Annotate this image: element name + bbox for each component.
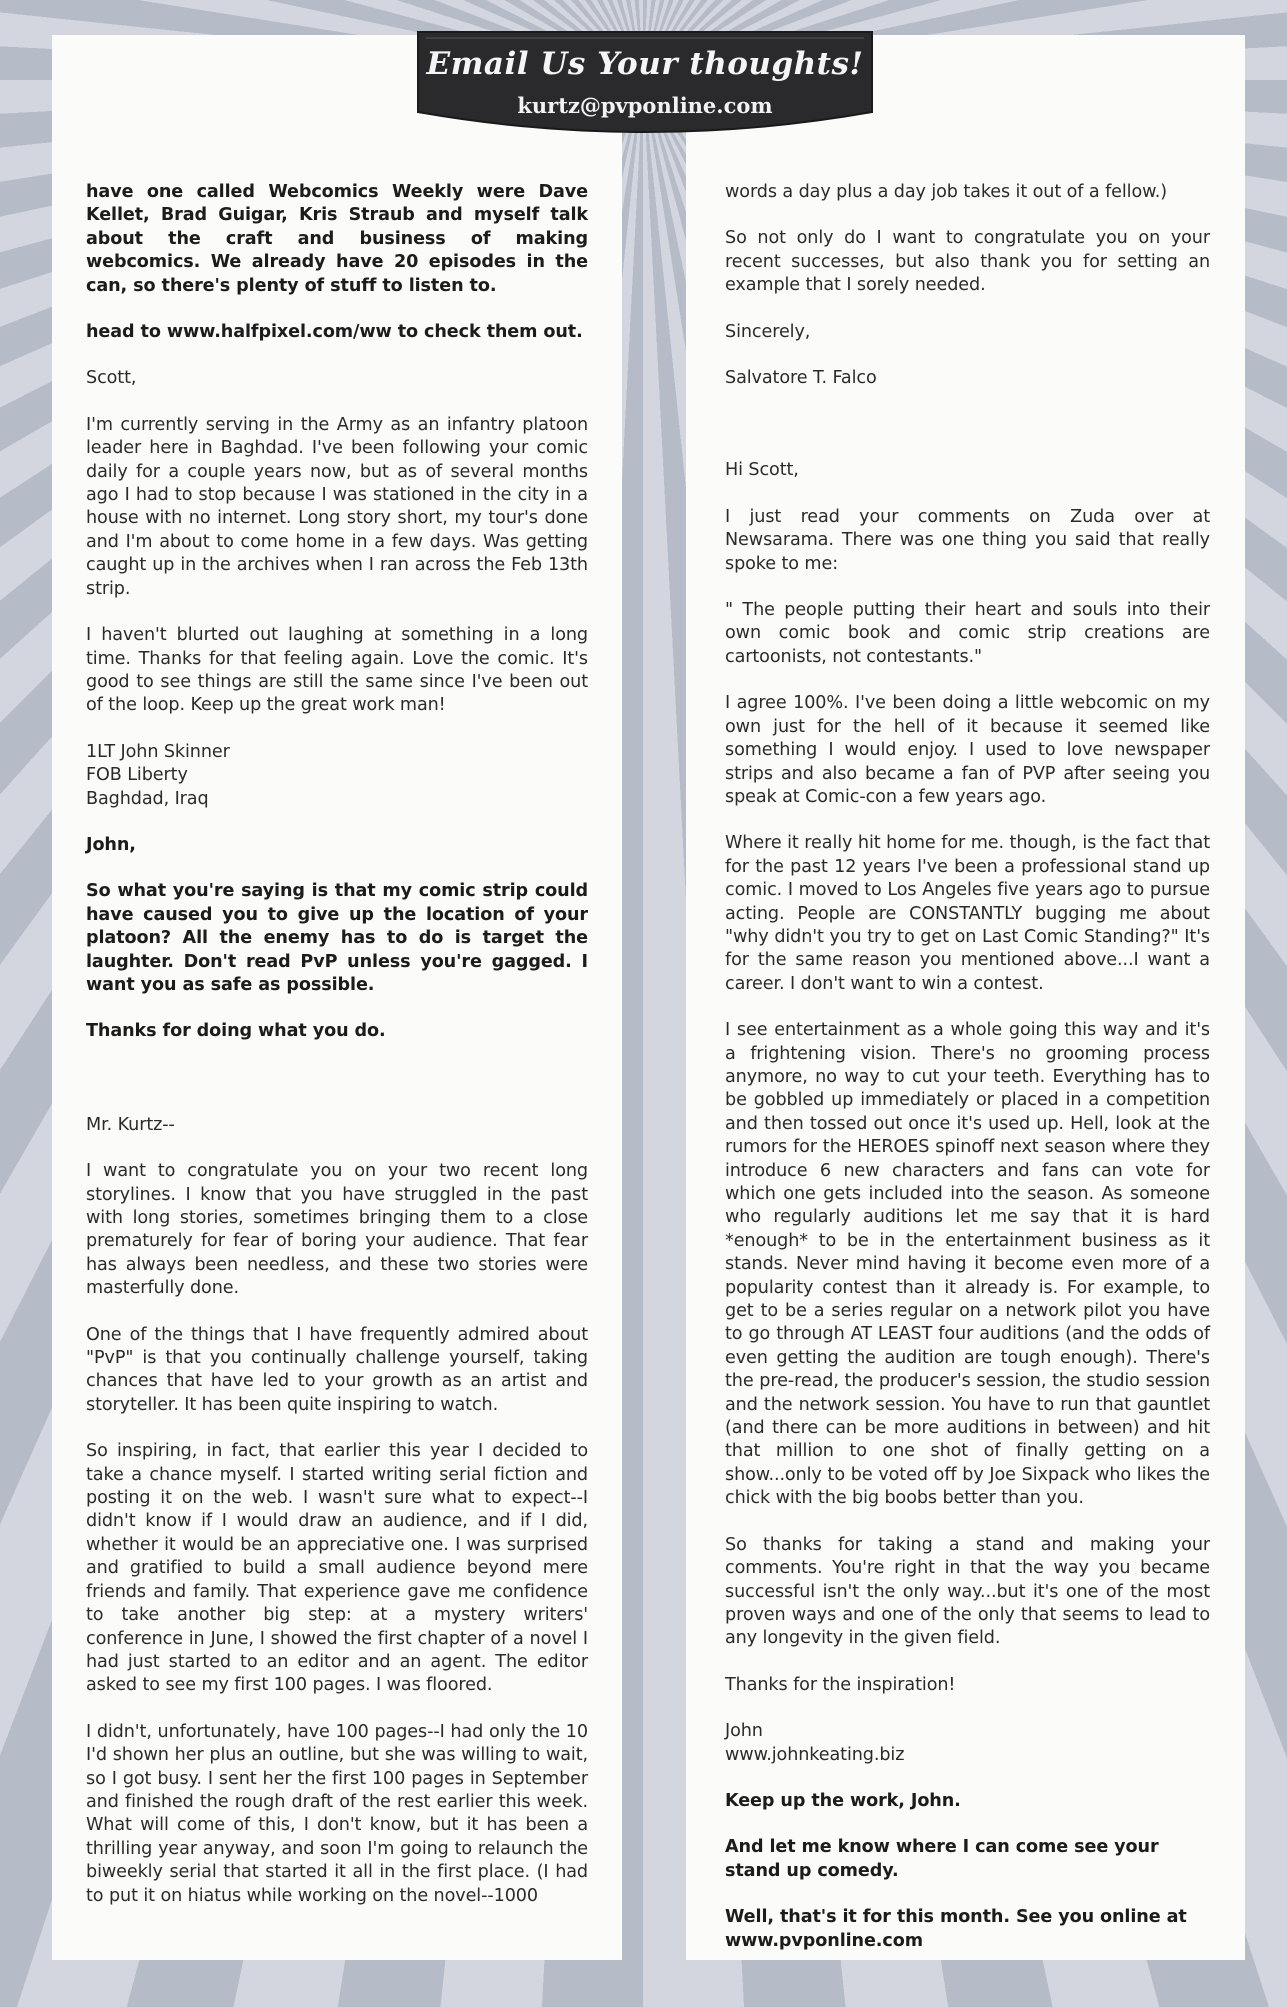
reply-paragraph: Keep up the work, John. <box>725 1790 961 1811</box>
reply-salutation: John, <box>86 834 136 855</box>
paragraph: Where it really hit home for me. though, is the fact that for the past 12 years I've been a professional stand up comic. I moved to Los Angeles five years ago to pursue acting. People are CONSTANTLY bugging me about "why didn't you try to get on Last Comic Standing?" It's for the same reason you mentioned above...I want a career. I don't want to win a contest. <box>725 833 1210 994</box>
header-banner <box>412 30 878 138</box>
paragraph: I haven't blurted out laughing at something in a long time. Thanks for that feeling again. Love the comic. It's good to see things are still the same since I've been out of the loop. Keep up the great work man! <box>86 625 588 716</box>
signature: Salvatore T. Falco <box>725 368 877 389</box>
closing-paragraph: Well, that's it for this month. See you online at www.pvponline.com <box>725 1907 1187 1951</box>
paragraph: I didn't, unfortunately, have 100 pages--I had only the 10 I'd shown her plus an outline, but she was willing to wait, so I got busy. I sent her the first 100 pages in September and finished the rough draft of the rest earlier this week. What will come of this, I don't know, but it has been a thrilling year anyway, and soon I'm going to relaunch the biweekly serial that started it all in the first place. (I had to put it on hiatus while working on the novel--1000 <box>86 1721 588 1906</box>
reply-paragraph: And let me know where I can come see your stand up comedy. <box>725 1837 1159 1881</box>
signature-line: www.johnkeating.biz <box>725 1744 905 1765</box>
paragraph: Scott, <box>86 368 137 389</box>
header-email: kurtz@pvponline.com <box>517 93 773 118</box>
paragraph: I agree 100%. I've been doing a little webcomic on my own just for the hell of it because it seemed like something I would enjoy. I used to love newspaper strips and also became a fan of PVP after seeing you speak at Comic-con a few years ago. <box>725 693 1210 807</box>
paragraph: I'm currently serving in the Army as an infantry platoon leader here in Baghdad. I've been following your comic daily for a couple years now, but as of several months ago I had to stop because I was stationed in the city in a house with no internet. Long story short, my tour's done and I'm about to come home in a few days. Was getting caught up in the archives when I ran across the Feb 13th strip. <box>86 414 588 599</box>
paragraph: Sincerely, <box>725 321 811 342</box>
paragraph: Thanks for the inspiration! <box>725 1674 956 1695</box>
paragraph: So thanks for taking a stand and making your comments. You're right in that the way you became successful isn't the only way...but it's one of the most proven ways and one of the only that seems to lead to any longevity in the given field. <box>725 1534 1210 1649</box>
right-column <box>686 35 1245 1960</box>
signature-block <box>86 741 588 811</box>
paragraph: words a day plus a day job takes it out of a fellow.) <box>725 182 1168 202</box>
signature-line: 1LT John Skinner <box>86 741 230 762</box>
paragraph: I want to congratulate you on your two recent long storylines. I know that you have struggled in the past with long stories, sometimes bringing them to a close prematurely for fear of boring your audience. That fear has always been needless, and these two stories were masterfully done. <box>86 1161 588 1299</box>
paragraph: I see entertainment as a whole going this way and it's a frightening vision. There's no grooming process anymore, no way to cut your teeth. Everything has to be gobbled up immediately or placed in a competition and then tossed out once it's used up. Hell, look at the rumors for the HEROES spinoff next season where they introduce 6 new characters and fans can vote for which one gets included into the season. As someone who regularly auditions let me say that it is hard *enough* to be in the entertainment business as it stands. Never mind having it become even more of a popularity contest than it already is. For example, to get to be a series regular on a network pilot you have to go through AT LEAST four auditions (and the odds of even getting the audition are tough enough). There's the pre-read, the producer's session, the studio session and the network session. You have to run that gauntlet (and there can be more auditions in between) and hit that million to one shot of finally getting on a show...only to be voted off by Joe Sixpack who likes the chick with the big boobs better than you. <box>725 1020 1210 1509</box>
paragraph: I just read your comments on Zuda over at Newsarama. There was one thing you said that really spoke to me: <box>725 506 1210 574</box>
signature-line: John <box>725 1721 763 1742</box>
left-column <box>52 35 622 1960</box>
reply-paragraph: So what you're saying is that my comic strip could have caused you to give up the location of your platoon? All the enemy has to do is target the laughter. Don't read PvP unless you're gagged. I want you as safe as possible. <box>86 881 588 995</box>
paragraph: So inspiring, in fact, that earlier this year I decided to take a chance myself. I started writing serial fiction and posting it on the web. I wasn't sure what to expect--I didn't know if I would draw an audience, and if I did, whether it would be an appreciative one. I was surprised and gratified to build a small audience beyond mere friends and family. That experience gave me confidence to take another big step: at a mystery writers' conference in June, I showed the first chapter of a novel I had just started to an editor and an agent. The editor asked to see my first 100 pages. I was floored. <box>86 1441 588 1696</box>
reply-paragraph: Thanks for doing what you do. <box>86 1021 386 1042</box>
signature-line: FOB Liberty <box>86 765 188 786</box>
paragraph: One of the things that I have frequently admired about "PvP" is that you continually challenge yourself, taking chances that have led to your growth as an artist and storyteller. It has been quite inspiring to watch. <box>86 1324 588 1415</box>
signature-block <box>725 1720 1210 1767</box>
letter-salutation: Hi Scott, <box>725 460 799 481</box>
header-title: Email Us Your thoughts! <box>426 46 864 82</box>
paragraph: " The people putting their heart and souls into their own comic book and comic strip creations are cartoonists, not contestants." <box>725 600 1210 667</box>
signature-line: Baghdad, Iraq <box>86 788 209 809</box>
paragraph: have one called Webcomics Weekly were Dave Kellet, Brad Guigar, Kris Straub and myself talk about the craft and business of making webcomics. We already have 20 episodes in the can, so there's plenty of stuff to listen to. <box>86 182 588 296</box>
paragraph: head to www.halfpixel.com/ww to check them out. <box>86 322 583 343</box>
paragraph: So not only do I want to congratulate you on your recent successes, but also thank you for setting an example that I sorely needed. <box>725 228 1210 296</box>
letter-salutation: Mr. Kurtz-- <box>86 1114 175 1135</box>
